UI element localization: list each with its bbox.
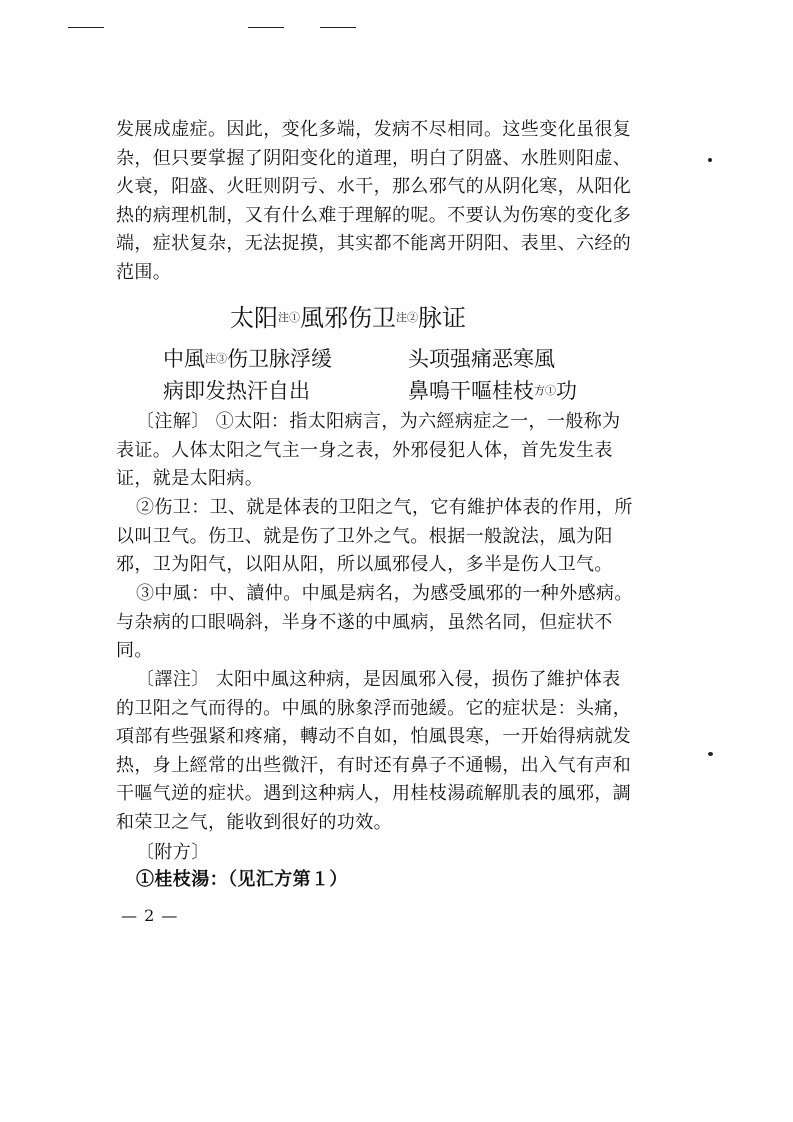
note-paragraph-3: ③中風：中、讀仲。中風是病名，为感受風邪的一种外感病。与杂病的口眼喎斜，半身不遂的中風病，虽然名同，但症状不同。 xyxy=(116,583,633,662)
footnote-marker: 方① xyxy=(534,384,556,397)
verse-line-3: 病即发热汗自出 xyxy=(163,379,310,403)
verse-line-1 xyxy=(163,344,332,374)
intro-paragraph: 发展成虚症。因此，变化多端，发病不尽相同。这些变化虽很复杂，但只要掌握了阴阳变化的道理，明白了阴盛、水胜则阳虚、火衰，阳盛、火旺则阴亏、水干，那么邪气的从阴化寒，从阳化热的病理机制，又有什么难于理解的呢。不要认为伤寒的变化多端，症状复杂，无法捉摸，其实都不能离开阴阳、表里、六经的范围。 xyxy=(116,119,632,283)
footnote-marker: 注② xyxy=(396,311,418,324)
note-paragraph-2: ②伤卫：卫、就是体表的卫阳之气，它有維护体表的作用，所以叫卫气。伤卫、就是伤了卫外之气。根据一般說法，風为阳邪，卫为阳气，以阳从阳，所以風邪侵人，多半是伤人卫气。 xyxy=(116,497,633,576)
heading-part: 風邪伤卫 xyxy=(300,304,396,332)
heading-part: 脉证 xyxy=(418,304,466,332)
formula-line: ①桂枝湯：（见汇方第１） xyxy=(136,869,348,890)
scan-speck xyxy=(708,752,713,756)
page-number: — 2 — xyxy=(121,906,179,925)
verse-text: 功 xyxy=(556,379,577,403)
section-heading xyxy=(230,302,530,334)
scan-speck xyxy=(708,158,712,162)
appendix-label: 〔附方〕 xyxy=(136,842,210,863)
scan-artifact-line xyxy=(320,27,356,28)
scan-artifact-line xyxy=(248,27,284,28)
verse-line-4 xyxy=(408,376,577,406)
note-paragraph-1: 〔注解〕 ①太阳：指太阳病言，为六經病症之一，一般称为表证。人体太阳之气主一身之表，外邪侵犯人体，首先发生表证，就是太阳病。 xyxy=(116,411,621,490)
footnote-marker: 注① xyxy=(278,311,300,324)
scan-artifact-line xyxy=(68,27,104,28)
verse-text: 鼻鳴干嘔桂枝 xyxy=(408,379,534,403)
verse-text: 伤卫脉浮缓 xyxy=(227,347,332,371)
translation-paragraph: 〔譯注〕 太阳中風这种病，是因風邪入侵，损伤了維护体表的卫阳之气而得的。中風的脉象浮而弛緩。它的症状是：头痛，項部有些强紧和疼痛，轉动不自如，怕風畏寒，一开始得病就发热，身上經常的出些微汗，有时还有鼻子不通暢，出入气有声和干嘔气逆的症状。遇到这种病人，用桂枝湯疏解肌表的風邪，調和荣卫之气，能收到很好的功效。 xyxy=(116,669,632,833)
heading-part: 太阳 xyxy=(230,304,278,332)
verse-line-2: 头项强痛恶寒風 xyxy=(408,347,555,371)
verse-text: 中風 xyxy=(163,347,205,371)
footnote-marker: 注③ xyxy=(205,352,227,365)
